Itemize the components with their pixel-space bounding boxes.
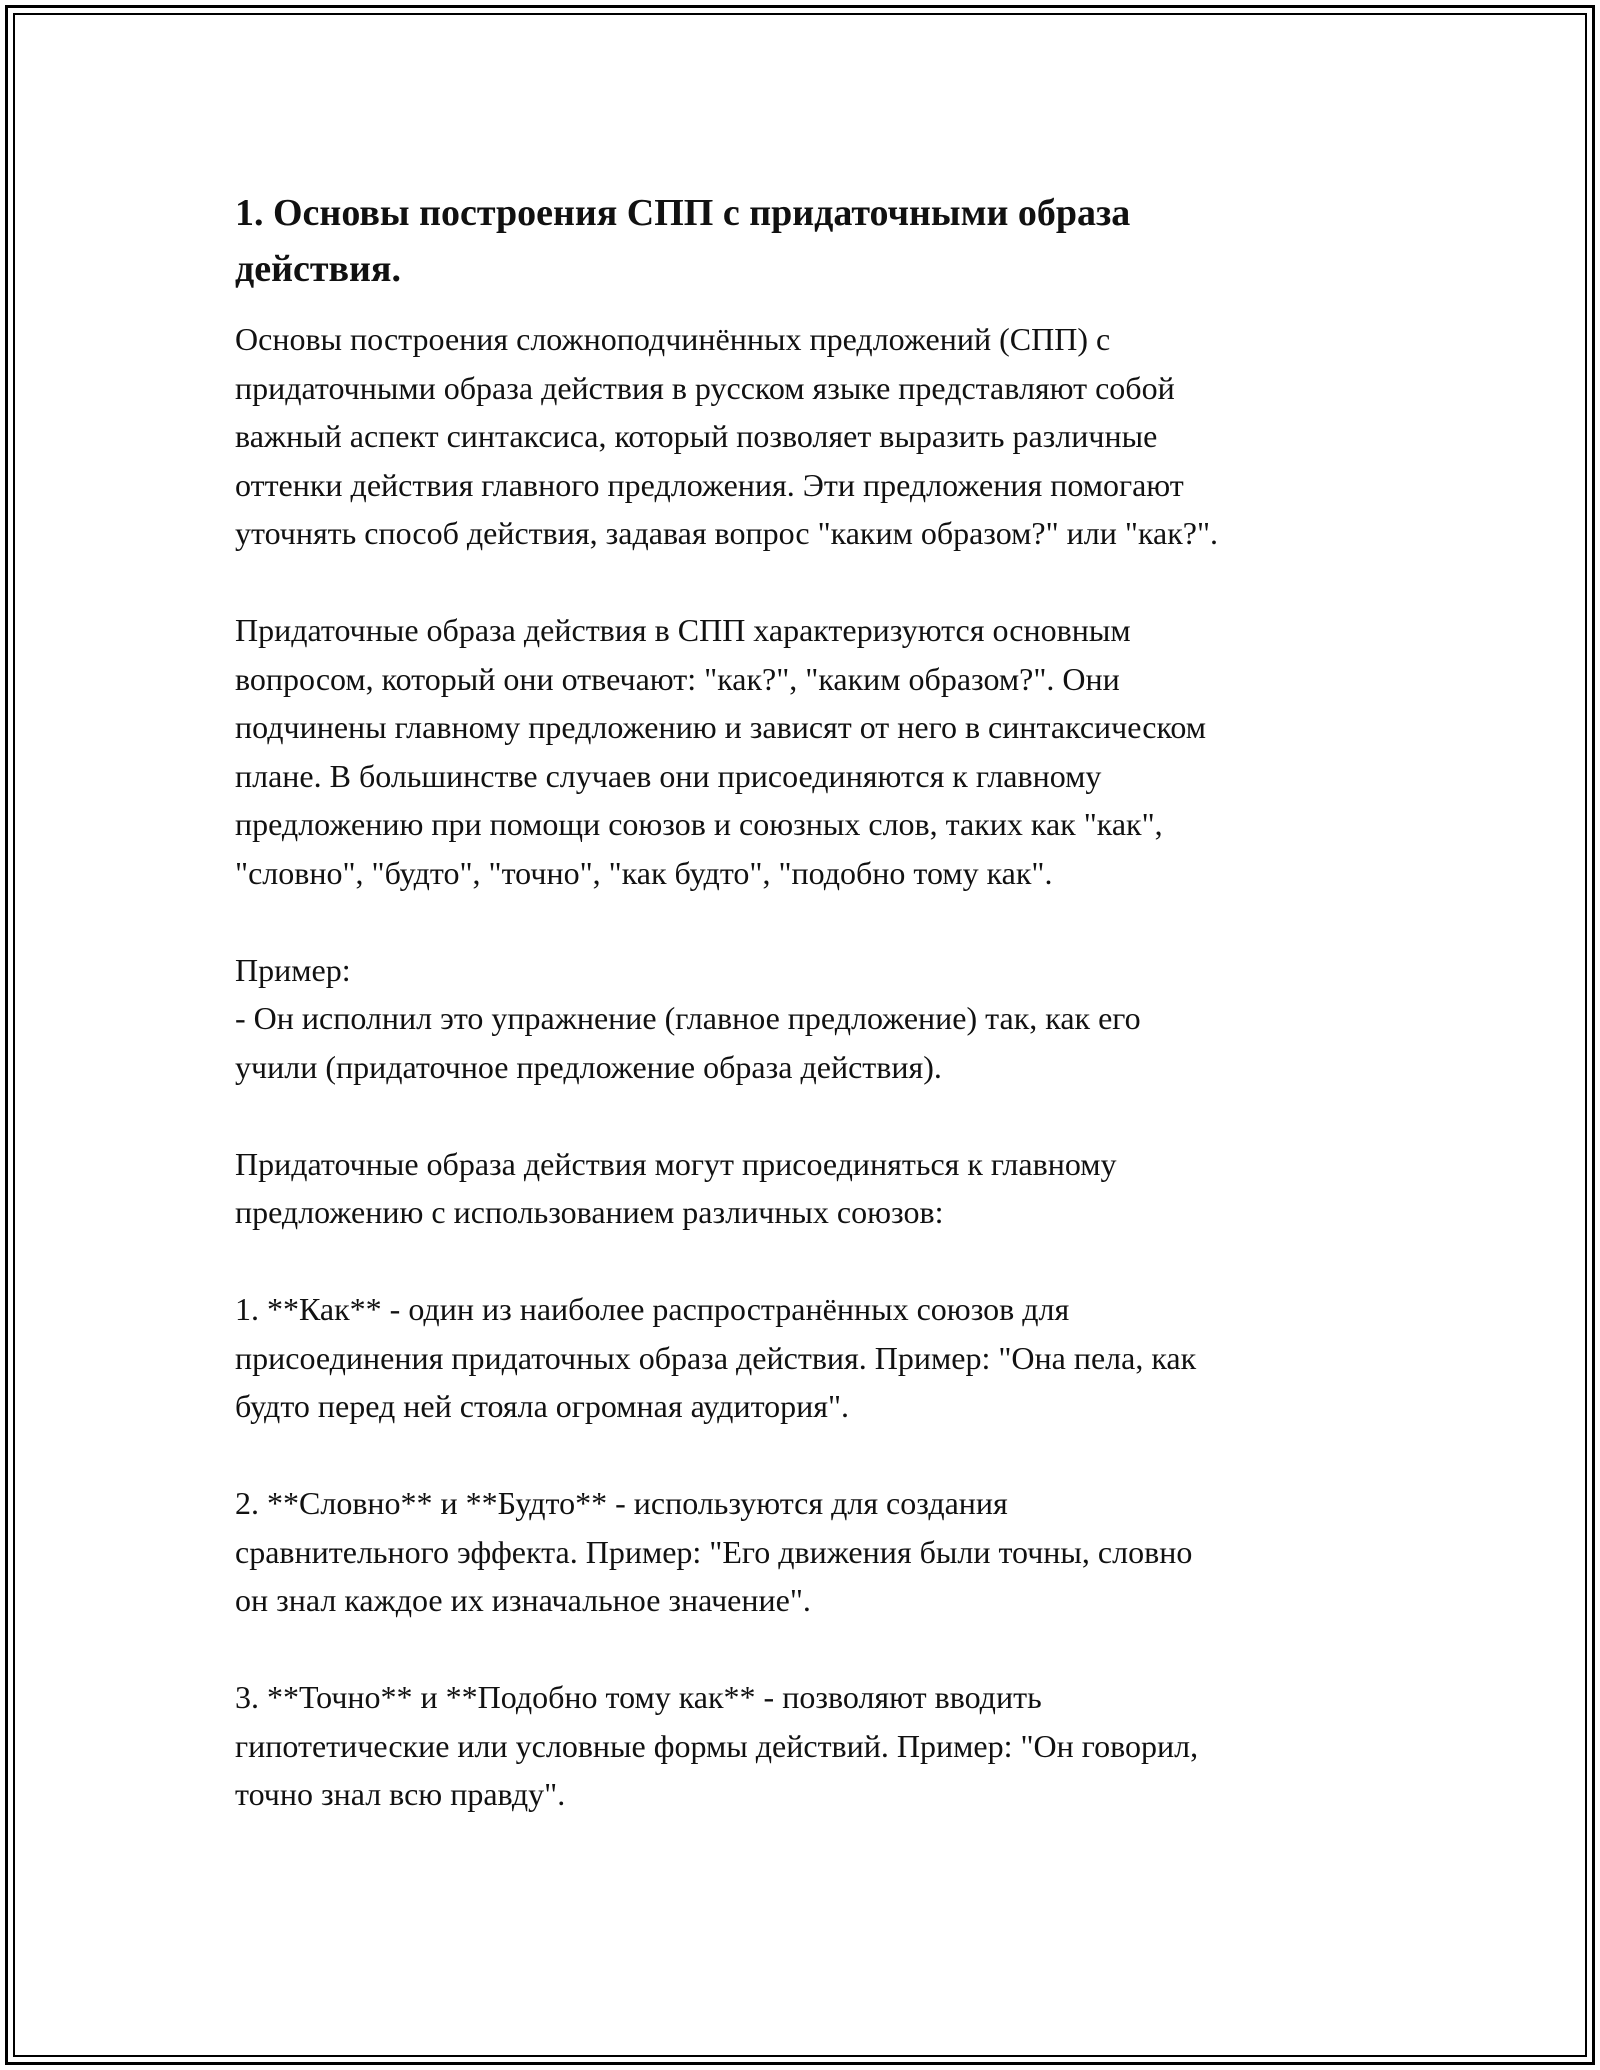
text-line: уточнять способ действия, задавая вопрос "каким образом?" или "как?". <box>235 515 1219 551</box>
blank-line <box>235 558 1385 607</box>
text-line: учили (придаточное предложение образа действия). <box>235 1048 942 1085</box>
text-line: - Он исполнил это упражнение (главное предложение) так, как его <box>235 1000 1141 1036</box>
text-line: сравнительного эффекта. Пример: "Его движения были точны, словно <box>235 1533 1193 1570</box>
document-heading: 1. Основы построения СПП с придаточными образа действия. <box>235 192 1131 290</box>
text-line: вопросом, который они отвечают: "как?", "каким образом?". Они <box>235 660 1120 697</box>
text-line: оттенки действия главного предложения. Эти предложения помогают <box>235 466 1184 503</box>
text-line: предложению при помощи союзов и союзных слов, таких как "как", <box>235 806 1163 842</box>
text-line: 1. **Как** - один из наиболее распространённых союзов для <box>235 1291 1070 1327</box>
text-line: будто перед ней стояла огромная аудитория". <box>235 1388 850 1424</box>
text-line: он знал каждое их изначальное значение". <box>235 1582 811 1618</box>
blank-line <box>235 1431 1385 1480</box>
text-line: "словно", "будто", "точно", "как будто", "подобно тому как". <box>235 854 1053 891</box>
document-content <box>235 185 1385 1819</box>
blank-line <box>235 897 1385 946</box>
text-line: 2. **Словно** и **Будто** - используются для создания <box>235 1485 1008 1521</box>
text-line: присоединения придаточных образа действия. Пример: "Она пела, как <box>235 1339 1197 1376</box>
text-line: гипотетические или условные формы действий. Пример: "Он говорил, <box>235 1727 1199 1764</box>
blank-line <box>235 1237 1385 1286</box>
blank-line <box>235 1091 1385 1140</box>
text-line: Придаточные образа действия в СПП характеризуются основным <box>235 612 1131 648</box>
blank-line <box>235 1625 1385 1674</box>
text-line: Придаточные образа действия могут присоединяться к главному <box>235 1145 1117 1182</box>
text-line: важный аспект синтаксиса, который позволяет выразить различные <box>235 418 1158 454</box>
text-line: плане. В большинстве случаев они присоединяются к главному <box>235 757 1102 794</box>
text-line: 3. **Точно** и **Подобно тому как** - позволяют вводить <box>235 1679 1042 1715</box>
text-line: предложению с использованием различных союзов: <box>235 1194 944 1230</box>
document-body <box>235 315 1385 1819</box>
text-line: подчинены главному предложению и зависят от него в синтаксическом <box>235 709 1207 745</box>
text-line: Основы построения сложноподчинённых предложений (СПП) с <box>235 321 1111 357</box>
text-line: Пример: <box>235 951 351 988</box>
text-line: точно знал всю правду". <box>235 1776 566 1812</box>
text-line: придаточными образа действия в русском языке представляют собой <box>235 369 1175 406</box>
